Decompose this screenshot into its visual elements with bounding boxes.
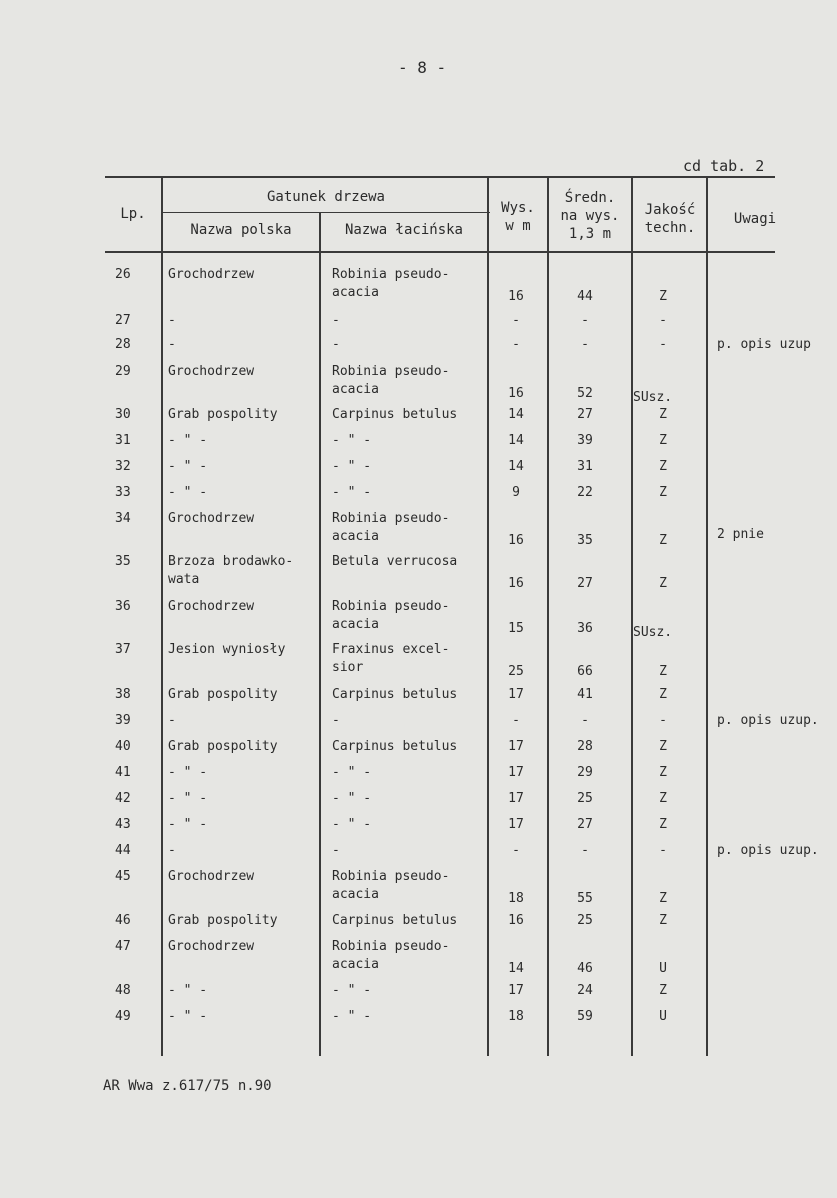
row-nazwa-lacinska: - " - <box>332 459 372 474</box>
row-lp: 28 <box>115 337 131 352</box>
row-wys: 14 <box>508 433 524 448</box>
row-nazwa-lacinska: - <box>332 713 340 728</box>
row-sredn: 35 <box>577 533 593 548</box>
row-sredn: 31 <box>577 459 593 474</box>
row-wys: 15 <box>508 621 524 636</box>
header-bottom-rule <box>105 251 775 253</box>
row-nazwa-polska: Grochodrzew <box>168 939 255 954</box>
row-wys: 14 <box>508 459 524 474</box>
row-sredn: 59 <box>577 1009 593 1024</box>
row-wys: 18 <box>508 891 524 906</box>
row-nazwa-lacinska: Carpinus betulus <box>332 407 458 422</box>
row-lp: 42 <box>115 791 131 806</box>
row-wys: 17 <box>508 739 524 754</box>
row-jakosc: Z <box>659 407 667 422</box>
col-divider-lp <box>161 176 163 1056</box>
header-wys-line1: Wys. <box>501 200 535 216</box>
row-nazwa-lacinska: - " - <box>332 433 372 448</box>
row-nazwa-lacinska: acacia <box>332 887 379 902</box>
row-wys: - <box>512 843 520 858</box>
row-wys: 17 <box>508 817 524 832</box>
row-nazwa-polska: Grab pospolity <box>168 913 278 928</box>
row-nazwa-polska: - " - <box>168 765 208 780</box>
row-sredn: - <box>581 843 589 858</box>
row-nazwa-lacinska: Fraxinus excel- <box>332 642 450 657</box>
row-uwagi: p. opis uzup. <box>717 713 819 728</box>
row-sredn: - <box>581 713 589 728</box>
header-wys <box>490 199 546 235</box>
row-lp: 45 <box>115 869 131 884</box>
row-jakosc: SUsz. <box>633 625 673 640</box>
header-sredn-line1: Średn. <box>564 190 616 206</box>
row-nazwa-polska: - " - <box>168 1009 208 1024</box>
row-wys: 17 <box>508 687 524 702</box>
row-lp: 26 <box>115 267 131 282</box>
row-lp: 34 <box>115 511 131 526</box>
row-uwagi: p. opis uzup <box>717 337 811 352</box>
row-jakosc: Z <box>659 891 667 906</box>
row-lp: 49 <box>115 1009 131 1024</box>
row-lp: 39 <box>115 713 131 728</box>
row-nazwa-polska: - <box>168 843 176 858</box>
row-sredn: 27 <box>577 576 593 591</box>
col-divider-wys <box>547 176 549 1056</box>
row-sredn: 41 <box>577 687 593 702</box>
row-wys: 17 <box>508 765 524 780</box>
row-nazwa-lacinska: Robinia pseudo- <box>332 364 450 379</box>
row-lp: 30 <box>115 407 131 422</box>
row-lp: 29 <box>115 364 131 379</box>
table-top-rule <box>105 176 775 178</box>
row-sredn: 28 <box>577 739 593 754</box>
row-jakosc: Z <box>659 459 667 474</box>
row-nazwa-polska: Grochodrzew <box>168 364 255 379</box>
row-jakosc: Z <box>659 687 667 702</box>
row-nazwa-polska: Brzoza brodawko- <box>168 554 294 569</box>
row-wys: 14 <box>508 961 524 976</box>
row-jakosc: Z <box>659 739 667 754</box>
row-nazwa-lacinska: Carpinus betulus <box>332 687 458 702</box>
row-wys: 16 <box>508 913 524 928</box>
row-uwagi: 2 pnie <box>717 527 764 542</box>
row-nazwa-lacinska: sior <box>332 660 364 675</box>
row-sredn: 25 <box>577 791 593 806</box>
row-nazwa-polska: Grochodrzew <box>168 267 255 282</box>
row-jakosc: Z <box>659 576 667 591</box>
row-wys: 9 <box>512 485 520 500</box>
row-jakosc: U <box>659 961 667 976</box>
row-wys: 17 <box>508 983 524 998</box>
row-lp: 41 <box>115 765 131 780</box>
header-wys-line2: w m <box>505 218 531 234</box>
row-nazwa-lacinska: Robinia pseudo- <box>332 869 450 884</box>
row-nazwa-polska: wata <box>168 572 200 587</box>
row-nazwa-polska: Grab pospolity <box>168 687 278 702</box>
row-nazwa-lacinska: Robinia pseudo- <box>332 599 450 614</box>
row-wys: 16 <box>508 576 524 591</box>
row-lp: 37 <box>115 642 131 657</box>
row-lp: 33 <box>115 485 131 500</box>
header-jakosc-line1: Jakość <box>644 202 696 218</box>
row-nazwa-lacinska: - <box>332 843 340 858</box>
row-nazwa-lacinska: - <box>332 313 340 328</box>
row-sredn: 27 <box>577 817 593 832</box>
row-nazwa-polska: - <box>168 337 176 352</box>
row-lp: 35 <box>115 554 131 569</box>
continuation-label: cd tab. 2 <box>683 157 765 175</box>
row-sredn: 24 <box>577 983 593 998</box>
row-nazwa-polska: Grochodrzew <box>168 599 255 614</box>
row-nazwa-polska: - " - <box>168 983 208 998</box>
row-nazwa-lacinska: - " - <box>332 983 372 998</box>
row-nazwa-polska: - <box>168 713 176 728</box>
header-jakosc-line2: techn. <box>644 220 696 236</box>
subheader-rule <box>163 212 490 213</box>
row-jakosc: Z <box>659 913 667 928</box>
row-nazwa-lacinska: acacia <box>332 957 379 972</box>
row-nazwa-polska: - " - <box>168 433 208 448</box>
row-nazwa-lacinska: acacia <box>332 382 379 397</box>
row-lp: 38 <box>115 687 131 702</box>
row-sredn: 66 <box>577 664 593 679</box>
row-nazwa-polska: - <box>168 313 176 328</box>
row-jakosc: Z <box>659 289 667 304</box>
header-uwagi: Uwagi <box>733 211 777 227</box>
row-nazwa-polska: Grochodrzew <box>168 869 255 884</box>
col-divider-lat <box>487 176 489 1056</box>
row-jakosc: - <box>659 843 667 858</box>
row-nazwa-lacinska: Robinia pseudo- <box>332 511 450 526</box>
row-sredn: 36 <box>577 621 593 636</box>
row-lp: 48 <box>115 983 131 998</box>
row-jakosc: Z <box>659 533 667 548</box>
col-divider-pl <box>319 212 321 1056</box>
row-nazwa-lacinska: - " - <box>332 817 372 832</box>
row-lp: 32 <box>115 459 131 474</box>
row-nazwa-lacinska: - " - <box>332 1009 372 1024</box>
row-jakosc: Z <box>659 485 667 500</box>
row-lp: 46 <box>115 913 131 928</box>
row-nazwa-lacinska: Carpinus betulus <box>332 739 458 754</box>
row-sredn: 27 <box>577 407 593 422</box>
row-lp: 44 <box>115 843 131 858</box>
row-nazwa-lacinska: acacia <box>332 617 379 632</box>
row-sredn: 39 <box>577 433 593 448</box>
row-nazwa-lacinska: Robinia pseudo- <box>332 939 450 954</box>
row-wys: 16 <box>508 533 524 548</box>
row-wys: 25 <box>508 664 524 679</box>
row-lp: 27 <box>115 313 131 328</box>
header-sredn-line2: na wys. <box>560 208 620 224</box>
header-jakosc <box>634 201 706 237</box>
row-lp: 47 <box>115 939 131 954</box>
header-gatunek: Gatunek drzewa <box>266 189 385 205</box>
header-nazwa-polska: Nazwa polska <box>190 222 292 238</box>
row-sredn: 55 <box>577 891 593 906</box>
row-jakosc: - <box>659 713 667 728</box>
page-number: - 8 - <box>398 58 447 77</box>
row-sredn: 46 <box>577 961 593 976</box>
row-jakosc: Z <box>659 817 667 832</box>
row-jakosc: Z <box>659 791 667 806</box>
row-nazwa-lacinska: acacia <box>332 285 379 300</box>
row-nazwa-polska: - " - <box>168 485 208 500</box>
row-nazwa-lacinska: - " - <box>332 791 372 806</box>
row-sredn: - <box>581 337 589 352</box>
row-sredn: 25 <box>577 913 593 928</box>
row-sredn: 52 <box>577 386 593 401</box>
header-nazwa-lacinska: Nazwa łacińska <box>344 222 463 238</box>
col-divider-sr <box>631 176 633 1056</box>
row-nazwa-lacinska: - <box>332 337 340 352</box>
row-sredn: - <box>581 313 589 328</box>
row-jakosc: Z <box>659 664 667 679</box>
row-nazwa-polska: Grab pospolity <box>168 407 278 422</box>
row-nazwa-polska: Grab pospolity <box>168 739 278 754</box>
row-nazwa-lacinska: - " - <box>332 765 372 780</box>
row-jakosc: U <box>659 1009 667 1024</box>
header-lp: Lp. <box>120 206 146 222</box>
row-nazwa-lacinska: acacia <box>332 529 379 544</box>
row-nazwa-polska: Jesion wyniosły <box>168 642 286 657</box>
header-sredn <box>550 189 630 243</box>
col-divider-jak <box>706 176 708 1056</box>
row-nazwa-polska: - " - <box>168 817 208 832</box>
row-wys: 16 <box>508 289 524 304</box>
row-jakosc: Z <box>659 433 667 448</box>
row-nazwa-polska: Grochodrzew <box>168 511 255 526</box>
row-lp: 36 <box>115 599 131 614</box>
row-lp: 31 <box>115 433 131 448</box>
row-lp: 43 <box>115 817 131 832</box>
row-wys: - <box>512 713 520 728</box>
row-nazwa-lacinska: Robinia pseudo- <box>332 267 450 282</box>
row-wys: 16 <box>508 386 524 401</box>
row-wys: 14 <box>508 407 524 422</box>
row-lp: 40 <box>115 739 131 754</box>
row-jakosc: Z <box>659 765 667 780</box>
row-jakosc: - <box>659 337 667 352</box>
row-jakosc: - <box>659 313 667 328</box>
row-nazwa-polska: - " - <box>168 791 208 806</box>
row-jakosc: Z <box>659 983 667 998</box>
row-sredn: 29 <box>577 765 593 780</box>
row-nazwa-lacinska: - " - <box>332 485 372 500</box>
row-nazwa-lacinska: Carpinus betulus <box>332 913 458 928</box>
row-sredn: 44 <box>577 289 593 304</box>
row-wys: - <box>512 337 520 352</box>
row-jakosc: SUsz. <box>633 390 673 405</box>
row-uwagi: p. opis uzup. <box>717 843 819 858</box>
row-wys: 17 <box>508 791 524 806</box>
row-sredn: 22 <box>577 485 593 500</box>
archive-signature: AR Wwa z.617/75 n.90 <box>103 1078 272 1094</box>
row-nazwa-polska: - " - <box>168 459 208 474</box>
header-sredn-line3: 1,3 m <box>568 226 612 242</box>
row-wys: 18 <box>508 1009 524 1024</box>
row-wys: - <box>512 313 520 328</box>
row-nazwa-lacinska: Betula verrucosa <box>332 554 458 569</box>
